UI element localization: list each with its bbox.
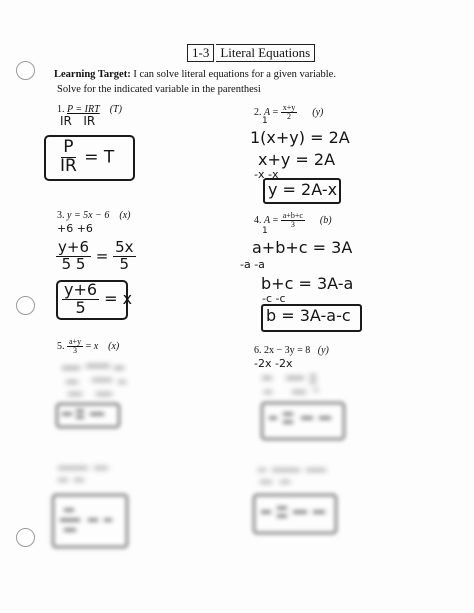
problem-6-variable: (y) [317,345,329,356]
problem-4-statement: 4. A = $\frac{a+b+c}{3}$ (b) [254,211,332,230]
problem-6-statement: 6. 2x − 3y = 8 (y) [254,345,329,356]
problem-1-equation: P = IRT [67,104,100,115]
problem-3-variable: (x) [119,210,131,221]
problem-4-line-4: -c -c [262,292,286,305]
problem-4-line-3: b+c = 3A-a [261,274,354,293]
problem-5-variable: (x) [108,341,120,353]
instructions: Solve for the indicated variable in the parenthesi [57,84,261,95]
problem-2-line-1: 1(x+y) = 2A [250,128,350,147]
lesson-number: 1-3 [187,44,214,62]
problem-1-statement: 1. P = IRT (T) [57,104,122,115]
problem-4-line-2: -a -a [240,258,265,271]
problem-4-answer: b = 3A-a-c [266,306,351,325]
problem-1-answer: $\frac{P}{IR}$ = T [60,137,115,176]
problem-2-line-2: x+y = 2A [258,150,336,169]
problem-5-statement: 5. $\frac{a+y}{3}$ = x (x) [57,337,120,356]
problem-4-variable: (b) [319,215,332,227]
problem-2-small-cross: 1 [262,116,268,126]
punch-hole-bottom [16,528,35,547]
problem-3-line-2: $\frac{y+6}{5 5}$ = $\frac{5x}{5}$ [58,238,134,273]
problem-3-line-1: +6 +6 [57,222,93,235]
problem-3-statement: 3. y = 5x − 6 (x) [57,210,131,221]
problem-2-variable: (y) [312,107,324,119]
problem-3-answer: $\frac{y+6}{5}$ = x [64,280,133,317]
problem-4-line-1: a+b+c = 3A [252,238,353,257]
problem-2-line-3: -x -x [254,168,279,181]
problem-1-variable: (T) [109,104,122,115]
problem-6-line-1: -2x -2x [254,357,293,370]
blurred-answer-5 [56,403,116,424]
worksheet-title [187,44,315,62]
problem-4-small-cross: 1 [262,226,268,236]
blurred-answer-6 [261,402,341,436]
lesson-title: Literal Equations [216,44,315,62]
learning-target [54,69,336,80]
problem-2-answer: y = 2A-x [268,180,338,199]
blurred-answer-8 [253,494,333,530]
learning-target-text: I can solve literal equations for a given variable. [133,69,336,80]
punch-hole-middle [16,296,35,315]
problem-1-work-line: IR IR [60,114,96,128]
learning-target-label: Learning Target: [54,69,131,80]
problem-2-statement: 2. A = $\frac{x+y}{2}$ (y) [254,103,324,122]
punch-hole-top [16,61,35,80]
blurred-work-problem-5 [52,360,152,440]
blurred-answer-7 [52,494,124,544]
